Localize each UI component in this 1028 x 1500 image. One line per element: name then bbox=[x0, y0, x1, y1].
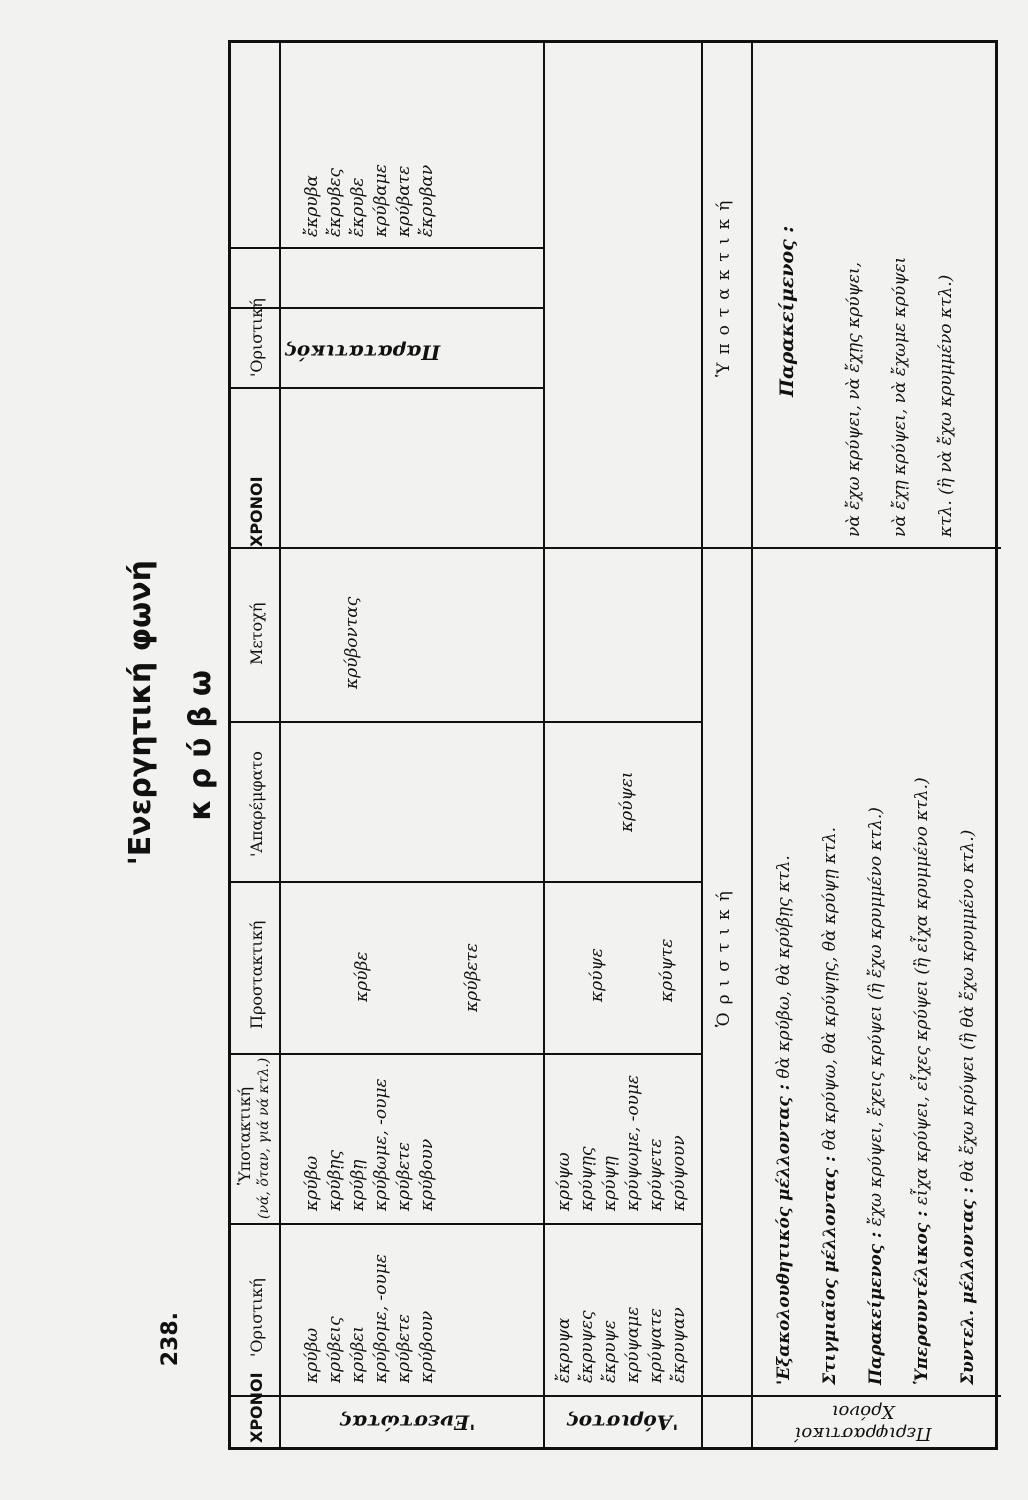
header-oristiki: 'Οριστική bbox=[247, 1278, 266, 1357]
line-1: 'Εξακολουθητικός μέλλοντας : θὰ κρύβω, θὰ κρύβῃς κτλ. bbox=[774, 855, 794, 1385]
row-label-enestotas: 'Ενεστώτας bbox=[339, 1410, 476, 1435]
header-prostaktiki: Προστακτική bbox=[247, 920, 266, 1029]
header-metochi: Μετοχή bbox=[247, 602, 266, 665]
row-label-aoristos: 'Αόριστος bbox=[566, 1410, 679, 1435]
enestotas-metochi: κρύβοντας bbox=[342, 596, 362, 689]
header-ypotaktiki-note: (νά, ὅταν, γιά νά κτλ.) bbox=[256, 1057, 272, 1219]
ypotaktiki-lines: νὰ ἔχω κρύψει, νὰ ἔχῃς κρύψει, νὰ ἔχῃ κρύψει, νὰ ἔχωμε κρύψει κτλ. (ἢ νὰ ἔχω κρυμμένο κτλ.) bbox=[844, 256, 956, 537]
header-oristiki-2: 'Οριστική bbox=[247, 298, 266, 377]
periphrastikoi-oristiki-label: Ὁριστική bbox=[714, 883, 734, 1027]
enestotas-ypotaktiki: κρύβω κρύβῃς κρύβῃ κρύβωμε, -ουμε κρύβετε κρύβουν bbox=[302, 1078, 437, 1211]
row-label-periphrastikoi: Περιφραστικοί Χρόνοι bbox=[794, 1401, 932, 1444]
enestotas-oristiki: κρύβω κρύβεις κρύβει κρύβομε, -ουμε κρύβετε κρύβουν bbox=[302, 1253, 437, 1383]
aoristos-prostaktiki-1: κρύψε bbox=[587, 948, 607, 1002]
enestotas-prostaktiki-1: κρύβε bbox=[352, 951, 372, 1002]
aoristos-oristiki: ἔκρυψα ἔκρυψες ἔκρυψε κρύψαμε κρύψατε ἔκρυψαν bbox=[554, 1306, 689, 1383]
header-chronoi-2: ΧΡΟΝΟΙ bbox=[247, 476, 266, 547]
aoristos-prostaktiki-2: κρύψτε bbox=[657, 938, 677, 1002]
periphrastikoi-lines bbox=[761, 777, 991, 1385]
parakeimenos-label: Παρακείμενος : bbox=[776, 225, 798, 397]
enestotas-prostaktiki-2: κρύβετε bbox=[462, 943, 482, 1012]
verb-heading: κρύβω bbox=[183, 660, 218, 821]
header-chronoi: ΧΡΟΝΟΙ bbox=[247, 1372, 266, 1443]
periphrastikoi-ypotaktiki-label: Ὑποτακτική bbox=[714, 192, 734, 377]
page-title: 'Ενεργητική φωνή bbox=[123, 560, 158, 866]
aoristos-aparemfato: κρύψει bbox=[617, 771, 637, 832]
line-4: Ὑπερσυντέλικος : εἶχα κρύψει, εἶχες κρύψει (ἢ εἶχα κρυμμένο κτλ.) bbox=[912, 777, 932, 1385]
row-label-paratatikos: Παρατατικός bbox=[284, 340, 441, 365]
paratatikos-oristiki: ἔκρυβα ἔκρυβες ἔκρυβε κρύβαμε κρύβατε ἔκρυβαν bbox=[302, 164, 437, 237]
line-3: Παρακείμενος : ἔχω κρύψει, ἔχεις κρύψει (ἢ ἔχω κρυμμένο κτλ.) bbox=[866, 807, 886, 1385]
aoristos-ypotaktiki: κρύψω κρύψῃς κρύψῃ κρύψωμε, -ουμε κρύψετε κρύψουν bbox=[554, 1074, 689, 1211]
line-5: Συντελ. μέλλοντας : θὰ ἔχω κρύψει (ἢ θὰ ἔχω κρυμμένο κτλ.) bbox=[958, 829, 978, 1385]
header-aparemfato: 'Απαρέμφατο bbox=[247, 751, 266, 857]
conjugation-table bbox=[228, 40, 998, 1450]
line-2: Στιγμιαῖος μέλλοντας : θὰ κρύψω, θὰ κρύψῃς, θὰ κρύψῃ κτλ. bbox=[820, 826, 840, 1385]
header-ypotaktiki: Ὑποτακτική bbox=[235, 1086, 254, 1185]
page-number: 238. bbox=[158, 1312, 183, 1367]
